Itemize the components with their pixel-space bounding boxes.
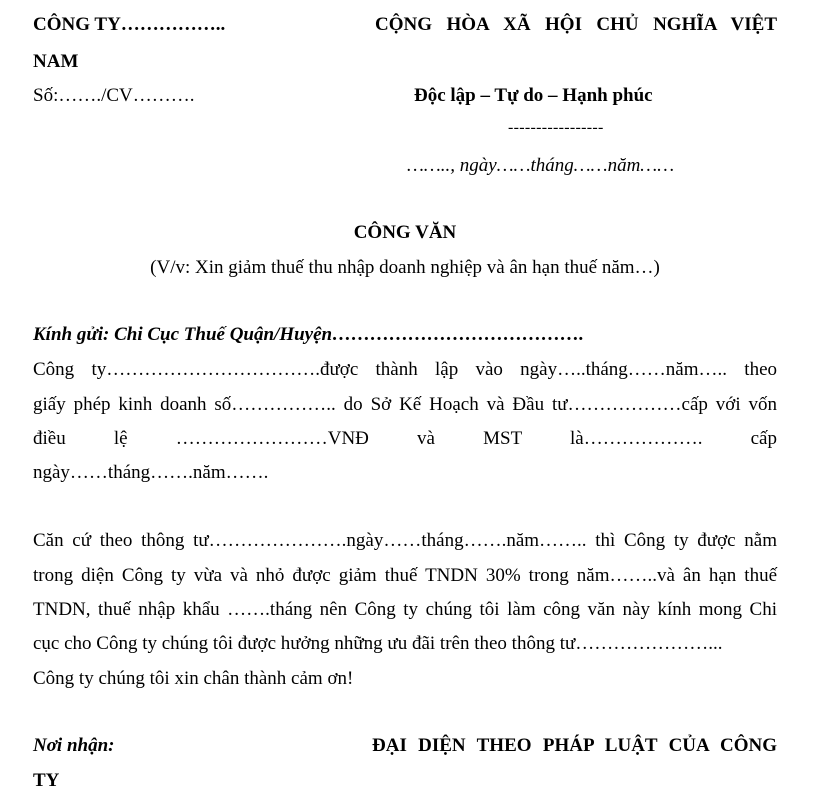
paragraph2-line: trong diện Công ty vừa và nhỏ được giảm thuế TNDN 30% trong năm……..và ân hạn thuế — [33, 565, 777, 586]
legal-representative-continuation: TY — [33, 770, 60, 791]
paragraph1-line: ngày……tháng…….năm……. — [33, 462, 269, 483]
country-heading-continuation: NAM — [33, 51, 79, 72]
paragraph2-line: TNDN, thuế nhập khẩu …….tháng nên Công ty chúng tôi làm công văn này kính mong Chi — [33, 599, 777, 620]
motto-divider: ----------------- — [508, 119, 604, 136]
national-motto: Độc lập – Tự do – Hạnh phúc — [414, 85, 653, 106]
document-subject: (V/v: Xin giảm thuế thu nhập doanh nghiệp và ân hạn thuế năm…) — [150, 257, 660, 278]
paragraph1-line: giấy phép kinh doanh số…………….. do Sở Kế Hoạch và Đầu tư………………cấp với vốn — [33, 394, 777, 415]
date-line: …….., ngày……tháng……năm…… — [407, 155, 675, 176]
paragraph1-line: điều lệ ……………………VNĐ và MST là………………. cấp — [33, 428, 777, 449]
closing-thanks: Công ty chúng tôi xin chân thành cảm ơn! — [33, 668, 354, 689]
recipient-line: Kính gửi: Chi Cục Thuế Quận/Huyện…………………………………. — [33, 324, 584, 345]
company-label: CÔNG TY…………….. — [33, 14, 226, 35]
paragraph2-line: cục cho Công ty chúng tôi được hưởng những ưu đãi trên theo thông tư…………………... — [33, 633, 723, 654]
paragraph2-line: Căn cứ theo thông tư………………….ngày……tháng…….năm…….. thì Công ty được nằm — [33, 530, 777, 551]
paragraph1-line: Công ty…………………………….được thành lập vào ngày…..tháng……năm….. theo — [33, 359, 777, 380]
legal-representative-heading: ĐẠI DIỆN THEO PHÁP LUẬT CỦA CÔNG — [372, 735, 777, 756]
country-heading: CỘNG HÒA XÃ HỘI CHỦ NGHĨA VIỆT — [375, 14, 777, 35]
document-title: CÔNG VĂN — [353, 222, 457, 243]
recipients-label: Nơi nhận: — [33, 735, 115, 756]
document-number: Số:……./CV………. — [33, 85, 195, 106]
